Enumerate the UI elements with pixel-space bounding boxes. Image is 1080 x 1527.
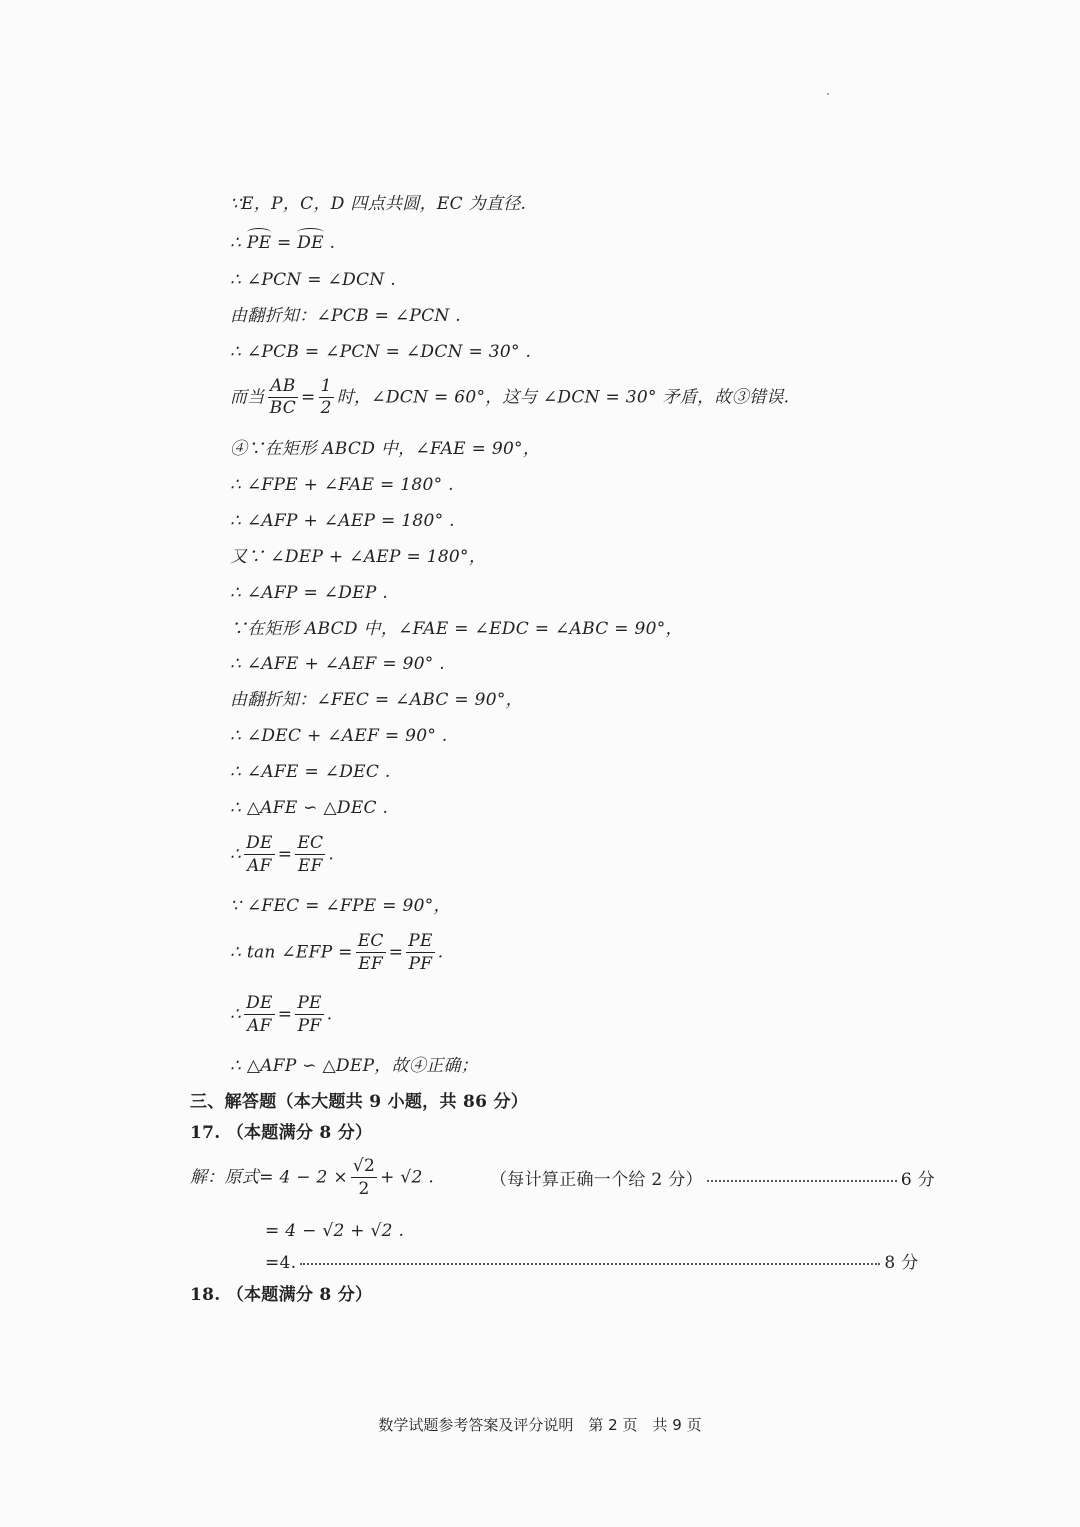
question-17-heading: 17. （本题满分 8 分） [190,1123,373,1143]
question-18-heading: 18. （本题满分 8 分） [190,1285,373,1305]
step-line-15: ∴ ∠DEC + ∠AEF = 90° . [230,726,448,746]
fraction-num: DE [246,833,273,853]
fraction-den: 2 [358,1179,370,1199]
fraction-de-af [244,992,275,1037]
fraction-num: AB [268,376,298,398]
equals: = [388,942,404,963]
step-line-2 [230,233,335,253]
fraction-num: √2 [352,1156,376,1176]
solution-prefix: 解：原式= 4 − 2 × [190,1167,348,1188]
equals: = [271,233,298,253]
dot-leader [707,1180,897,1182]
step-line-11: ∴ ∠AFP = ∠DEP . [230,583,389,603]
step-line-1: ∵E，P，C，D 四点共圆，EC 为直径. [230,194,527,214]
q17-line-3 [265,1253,919,1273]
period: . [437,942,444,963]
fraction-num: DE [246,993,273,1013]
score-8: 8 分 [884,1253,919,1273]
step-line-8: ∴ ∠FPE + ∠FAE = 180° . [230,475,454,495]
step-line-6 [230,376,789,419]
period: . [326,1004,333,1025]
step-line-18 [230,832,334,877]
arc-pe: PE [246,233,272,253]
step-line-3: ∴ ∠PCN = ∠DCN . [230,270,396,290]
step-line-22: ∴ △AFP ∽ △DEP，故④正确； [230,1056,479,1076]
page-footer: 数学试题参考答案及评分说明 第 2 页 共 9 页 [378,1416,702,1434]
step-line-16: ∴ ∠AFE = ∠DEC . [230,762,391,782]
step-line-10: 又∵ ∠DEP + ∠AEP = 180°， [230,547,487,567]
step-line-5: ∴ ∠PCB = ∠PCN = ∠DCN = 30° . [230,342,532,362]
text-post: 时，∠DCN = 60°，这与 ∠DCN = 30° 矛盾，故③错误. [336,387,790,408]
fraction-num: EC [357,931,384,951]
fraction-den: EF [358,954,384,974]
fraction-num: PE [408,931,433,951]
fraction-den: PF [297,1016,322,1036]
fraction-ec-ef [295,832,325,877]
equals: = [277,844,293,865]
step-line-17: ∴ △AFE ∽ △DEC . [230,798,389,818]
q17-line-2: = 4 − √2 + √2 . [265,1221,405,1241]
result-value: =4. [265,1253,297,1273]
fraction-de-af [244,832,275,877]
fraction-den: BC [269,398,297,418]
section-heading: 三、解答题（本大题共 9 小题，共 86 分） [190,1092,529,1112]
text-pre: 而当 [230,387,265,408]
expression-tail: + √2 . [380,1167,435,1188]
fraction-num: EC [297,833,324,853]
fraction-sqrt2-over-2 [351,1155,377,1200]
step-line-14: 由翻折知：∠FEC = ∠ABC = 90°， [230,690,523,710]
fraction-ab-bc [268,376,298,419]
step-line-19: ∵ ∠FEC = ∠FPE = 90°， [230,896,451,916]
fraction-den: PF [408,954,433,974]
fraction-num: PE [297,993,322,1013]
step-line-12: ∵在矩形 ABCD 中，∠FAE = ∠EDC = ∠ABC = 90°， [230,619,683,639]
fraction-den: EF [297,856,323,876]
period: . [328,844,335,865]
fraction-ec-ef [356,930,386,975]
step-line-7: ④∵在矩形 ABCD 中，∠FAE = 90°， [230,439,541,459]
fraction-den: AF [247,856,272,876]
step-line-9: ∴ ∠AFP + ∠AEP = 180° . [230,511,455,531]
arc-de: DE [297,233,324,253]
equals: = [277,1004,293,1025]
score-6: 6 分 [900,1170,935,1190]
tan-expression: ∴ tan ∠EFP = [230,942,353,963]
dot-leader [300,1263,880,1265]
scan-speck [827,93,829,95]
step-line-4: 由翻折知：∠PCB = ∠PCN . [230,306,462,326]
step-line-21 [230,992,332,1037]
q17-line-1 [190,1155,434,1200]
fraction-den: AF [247,1016,272,1036]
fraction-pe-pf [295,992,323,1037]
therefore-symbol: ∴ [230,844,242,865]
therefore-symbol: ∴ [230,1004,242,1025]
step-line-20 [230,930,443,975]
fraction-one-half [319,376,334,419]
scoring-note: （每计算正确一个给 2 分） [490,1170,703,1190]
therefore-symbol: ∴ [230,233,247,253]
q17-scoring-row [490,1170,935,1190]
equals: = [301,387,316,408]
fraction-pe-pf [406,930,434,975]
fraction-den: 2 [320,398,332,418]
fraction-num: 1 [320,376,332,396]
period: . [323,233,336,253]
step-line-13: ∴ ∠AFE + ∠AEF = 90° . [230,654,446,674]
